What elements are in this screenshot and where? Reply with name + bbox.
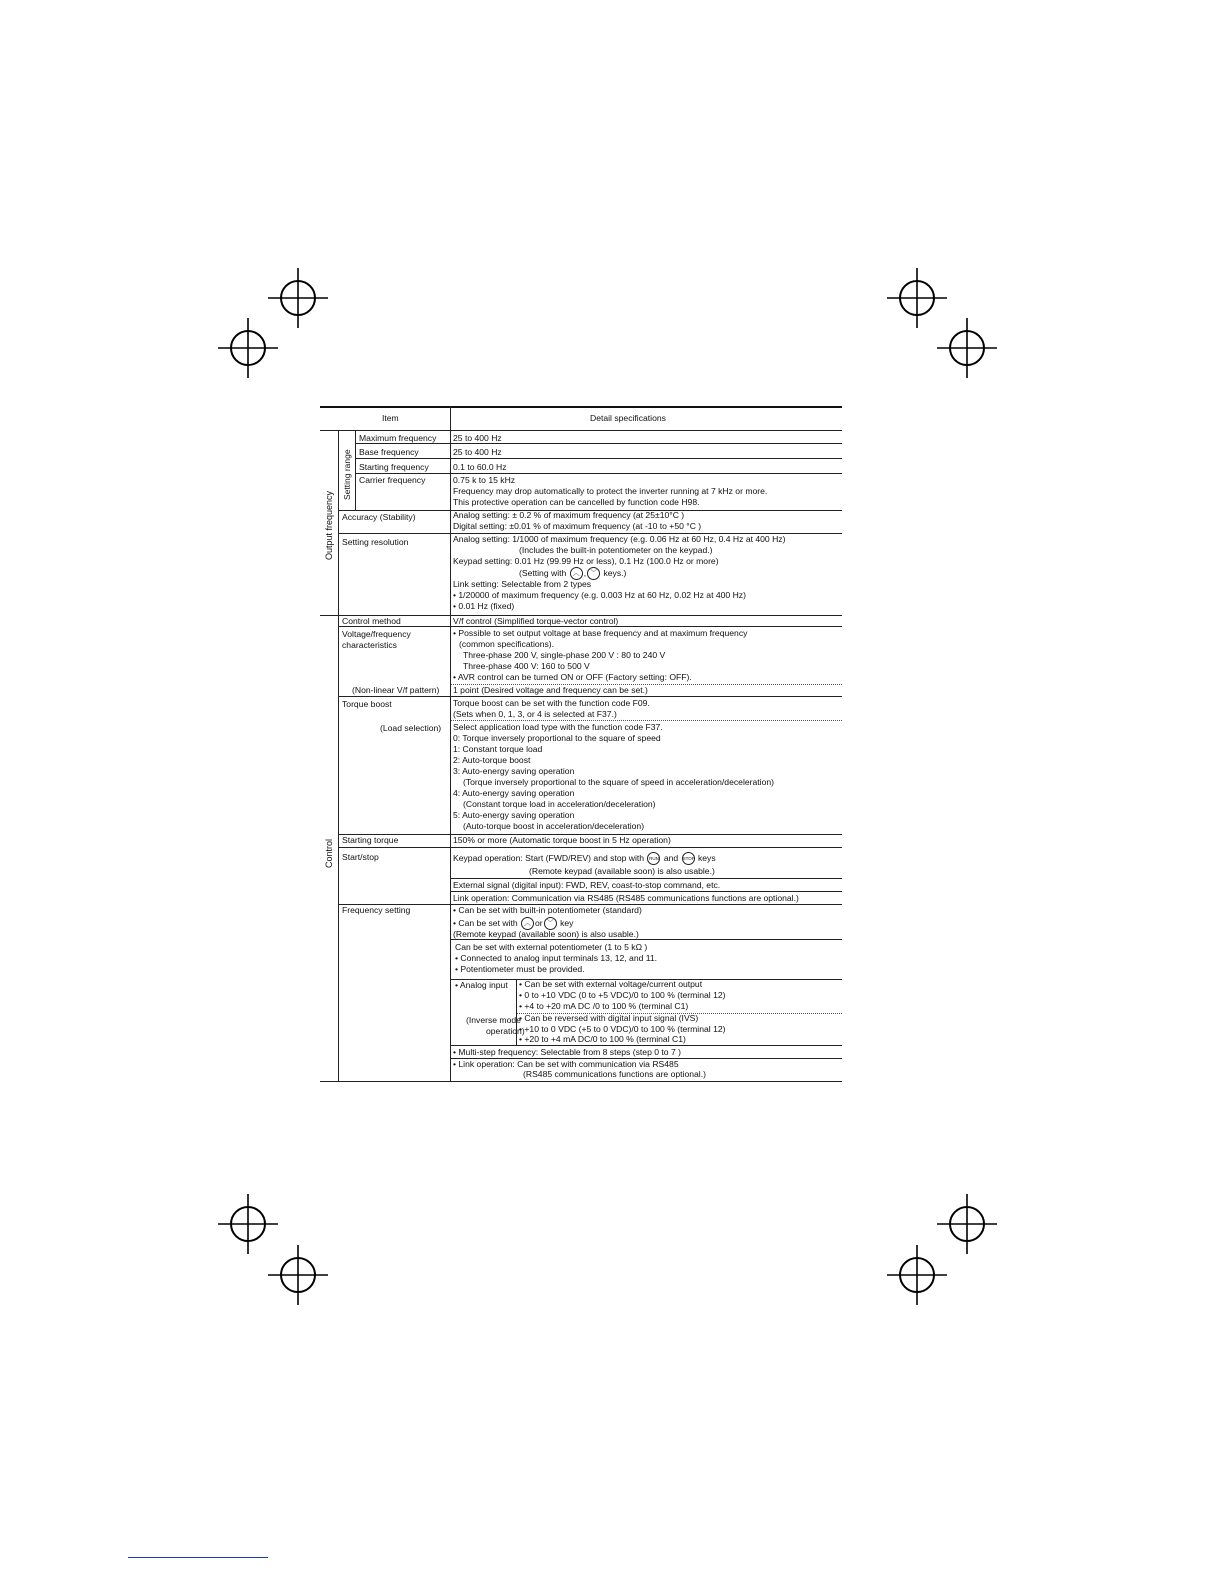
start-stop-keypad-line [453, 852, 716, 865]
accuracy-line: Analog setting: ± 0.2 % of maximum frequency (at 25±10°C ) [453, 510, 685, 520]
keypad-text: keys [697, 852, 716, 863]
load-line: Select application load type with the function code F37. [453, 722, 663, 732]
run-key-icon: RUN [647, 852, 660, 865]
row-rule [338, 847, 842, 848]
load-line: 5: Auto-energy saving operation [453, 810, 575, 820]
group-control: Control [324, 838, 334, 868]
item-base-frequency: Base frequency [359, 447, 419, 457]
resolution-line: Analog setting: 1/1000 of maximum frequency (e.g. 0.06 Hz at 60 Hz, 0.4 Hz at 400 Hz) [453, 534, 786, 544]
header-detail: Detail specifications [590, 413, 666, 423]
value-nonlinear-vf: 1 point (Desired voltage and frequency can be set.) [453, 685, 648, 695]
load-line: (Torque inversely proportional to the square of speed in acceleration/deceleration) [463, 777, 774, 787]
item-frequency-setting: Frequency setting [342, 905, 411, 915]
link-line: • Link operation: Can be set with communication via RS485 [453, 1059, 679, 1069]
vf-line: Three-phase 400 V: 160 to 500 V [463, 661, 590, 671]
ext-line: Can be set with external potentiometer (1 to 5 kΩ ) [455, 942, 648, 952]
load-line: 1: Constant torque load [453, 744, 543, 754]
row-rule [450, 878, 842, 879]
ext-line: • Connected to analog input terminals 13, 12, and 11. [455, 953, 658, 963]
freq-line: (Remote keypad (available soon) is also usable.) [453, 929, 639, 939]
start-stop-link: Link operation: Communication via RS485 (RS485 communications functions are optional.) [453, 893, 799, 903]
start-stop-remote: (Remote keypad (available soon) is also usable.) [529, 866, 715, 876]
spec-table [320, 406, 842, 1083]
vf-line: • Possible to set output voltage at base frequency and at maximum frequency [453, 628, 748, 638]
value-base-frequency: 25 to 400 Hz [453, 447, 502, 457]
column-rule [450, 406, 451, 1082]
item-nonlinear-vf: (Non-linear V/f pattern) [352, 685, 440, 695]
table-top-rule [320, 406, 842, 408]
column-rule [338, 430, 339, 1082]
vf-line: (common specifications). [459, 639, 555, 649]
group-setting-range: Setting range [342, 449, 352, 500]
value-control-method: V/f control (Simplified torque-vector control) [453, 616, 619, 626]
freq-keys-text: • Can be set with [453, 917, 518, 928]
carrier-line: Frequency may drop automatically to protect the inverter running at 7 kHz or more. [453, 486, 768, 496]
carrier-line: 0.75 k to 15 kHz [453, 475, 516, 485]
analog-input-label: • Analog input [455, 980, 508, 990]
load-line: 4: Auto-energy saving operation [453, 788, 575, 798]
vf-line: • AVR control can be turned ON or OFF (Factory setting: OFF). [453, 672, 692, 682]
start-stop-external: External signal (digital input): FWD, REV, coast-to-stop command, etc. [453, 880, 721, 890]
multistep-line: • Multi-step frequency: Selectable from 8 steps (step 0 to 7 ) [453, 1047, 681, 1057]
resolution-line: • 1/20000 of maximum frequency (e.g. 0.003 Hz at 60 Hz, 0.02 Hz at 400 Hz) [453, 590, 746, 600]
item-torque-boost: Torque boost [342, 699, 392, 709]
item-starting-torque: Starting torque [342, 835, 399, 845]
load-line: 0: Torque inversely proportional to the square of speed [453, 733, 661, 743]
freq-line: • Can be set with built-in potentiometer (standard) [453, 905, 642, 915]
inverse-mode-label: (Inverse mode [466, 1015, 521, 1025]
carrier-line: This protective operation can be cancelled by function code H98. [453, 497, 700, 507]
dotted-rule [450, 720, 842, 721]
item-start-stop: Start/stop [342, 852, 379, 862]
group-output-frequency: Output frequency [324, 490, 334, 560]
column-rule [355, 430, 356, 510]
accuracy-line: Digital setting: ±0.01 % of maximum frequency (at -10 to +50 °C ) [453, 521, 702, 531]
value-starting-frequency: 0.1 to 60.0 Hz [453, 462, 507, 472]
resolution-line: (Includes the built-in potentiometer on the keypad.) [519, 545, 713, 555]
registration-mark-icon [216, 316, 280, 380]
separator: , [583, 567, 587, 578]
load-line: (Auto-torque boost in acceleration/deceleration) [463, 821, 645, 831]
down-key-icon: ﹀ [587, 567, 600, 580]
resolution-line: Link setting: Selectable from 2 types [453, 579, 592, 589]
keypad-text: Keypad operation: Start (FWD/REV) and stop with [453, 852, 645, 863]
freq-keys-text: key [560, 917, 574, 928]
freq-keys-text: or [535, 917, 543, 928]
resolution-line: Keypad setting: 0.01 Hz (99.99 Hz or less), 0.1 Hz (100.0 Hz or more) [453, 556, 719, 566]
inverse-line: • +10 to 0 VDC (+5 to 0 VDC)/0 to 100 % (terminal 12) [519, 1024, 726, 1034]
load-line: 3: Auto-energy saving operation [453, 766, 575, 776]
torque-line: Torque boost can be set with the function code F09. [453, 698, 650, 708]
analog-line: • 0 to +10 VDC (0 to +5 VDC)/0 to 100 % (terminal 12) [519, 990, 726, 1000]
item-vf-characteristics: characteristics [342, 640, 397, 650]
load-line: (Constant torque load in acceleration/deceleration) [463, 799, 656, 809]
link-line: (RS485 communications functions are optional.) [523, 1069, 706, 1079]
down-key-icon: ﹀ [544, 917, 557, 930]
inverse-mode-label: operation) [486, 1026, 525, 1036]
inverse-line: • +20 to +4 mA DC/0 to 100 % (terminal C1) [519, 1034, 686, 1044]
item-vf-characteristics: Voltage/frequency [342, 629, 411, 639]
item-control-method: Control method [342, 616, 401, 626]
keypad-text: and [663, 852, 679, 863]
up-key-icon: ︿ [570, 567, 583, 580]
header-item: Item [382, 413, 399, 423]
torque-line: (Sets when 0, 1, 3, or 4 is selected at F37.) [453, 709, 617, 719]
ext-line: • Potentiometer must be provided. [455, 964, 585, 974]
item-load-selection: (Load selection) [380, 723, 442, 733]
registration-mark-icon [266, 1243, 330, 1307]
analog-line: • +4 to +20 mA DC /0 to 100 % (terminal C1) [519, 1001, 689, 1011]
item-setting-resolution: Setting resolution [342, 537, 409, 547]
row-rule [355, 458, 842, 459]
item-carrier-frequency: Carrier frequency [359, 475, 426, 485]
registration-mark-icon [885, 1243, 949, 1307]
footer-rule [128, 1557, 268, 1558]
load-line: 2: Auto-torque boost [453, 755, 531, 765]
inverse-line: • Can be reversed with digital input signal (IVS) [519, 1013, 699, 1023]
resolution-keys-text: keys.) [603, 567, 627, 578]
analog-line: • Can be set with external voltage/current output [519, 979, 703, 989]
row-rule [450, 1045, 842, 1046]
up-key-icon: ︿ [521, 917, 534, 930]
table-bottom-rule [320, 1081, 842, 1082]
value-starting-torque: 150% or more (Automatic torque boost in 5 Hz operation) [453, 835, 671, 845]
vf-line: Three-phase 200 V, single-phase 200 V : 80 to 240 V [463, 650, 666, 660]
item-starting-frequency: Starting frequency [359, 462, 429, 472]
resolution-line: • 0.01 Hz (fixed) [453, 601, 515, 611]
row-rule [450, 891, 842, 892]
item-max-frequency: Maximum frequency [359, 433, 437, 443]
row-rule [355, 473, 842, 474]
value-max-frequency: 25 to 400 Hz [453, 433, 502, 443]
row-rule [338, 696, 842, 697]
resolution-keys-text: (Setting with [519, 567, 567, 578]
item-accuracy: Accuracy (Stability) [342, 512, 416, 522]
registration-mark-icon [935, 316, 999, 380]
header-rule [320, 430, 842, 431]
stop-key-icon: STOP [682, 852, 695, 865]
